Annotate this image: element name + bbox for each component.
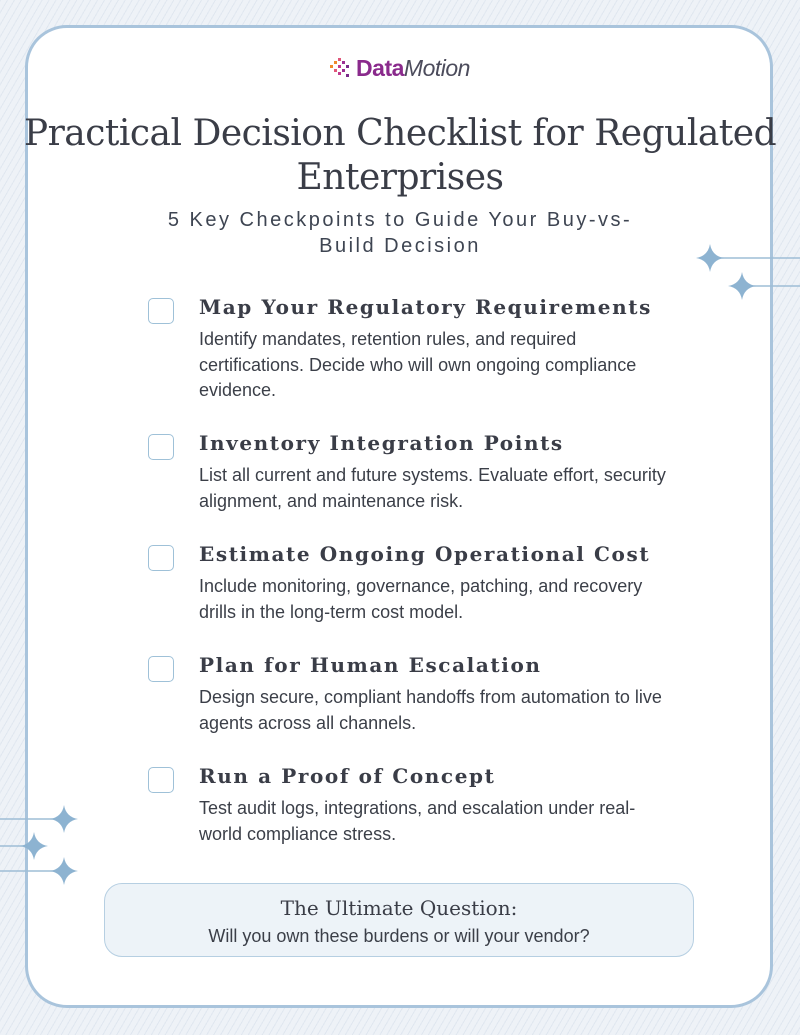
checkbox-icon[interactable]: [148, 434, 174, 460]
ultimate-question-callout: [104, 883, 694, 957]
logo-text-motion: Motion: [403, 55, 470, 81]
checklist-item-description: Identify mandates, retention rules, and required certifications. Decide who will own ongoing compliance evidence.: [199, 329, 637, 400]
page-subtitle: 5 Key Checkpoints to Guide Your Buy-vs-Build Decision: [167, 209, 633, 257]
sparkle-icon: [728, 272, 756, 300]
logo-dots-icon: [330, 58, 352, 78]
checklist-item-title: Estimate Ongoing Operational Cost: [199, 542, 651, 566]
checklist-item-description: List all current and future systems. Evaluate effort, security alignment, and maintenance risk.: [199, 465, 666, 511]
checklist-item-title: Run a Proof of Concept: [199, 764, 496, 788]
logo-text-data: Data: [356, 55, 404, 81]
checkbox-icon[interactable]: [148, 767, 174, 793]
checkbox-icon[interactable]: [148, 656, 174, 682]
datamotion-logo: [0, 55, 800, 81]
checklist-item-description: Test audit logs, integrations, and escalation under real-world compliance stress.: [199, 798, 636, 844]
sparkle-decoration-left: [0, 800, 82, 890]
callout-text: Will you own these burdens or will your vendor?: [208, 926, 590, 946]
checkbox-icon[interactable]: [148, 545, 174, 571]
sparkle-icon: [20, 832, 48, 860]
page-title: Practical Decision Checklist for Regulated Enterprises: [23, 113, 777, 198]
checklist-item-title: Map Your Regulatory Requirements: [199, 295, 652, 319]
checkbox-icon[interactable]: [148, 298, 174, 324]
sparkle-icon: [50, 857, 78, 885]
sparkle-decoration-right: [690, 238, 800, 302]
sparkle-icon: [696, 244, 724, 272]
checklist-item-description: Include monitoring, governance, patching, and recovery drills in the long-term cost model.: [199, 576, 643, 622]
callout-title: The Ultimate Question:: [280, 896, 518, 920]
checklist-item-title: Inventory Integration Points: [199, 431, 564, 455]
checklist-item-description: Design secure, compliant handoffs from automation to live agents across all channels.: [199, 687, 662, 733]
sparkle-icon: [50, 805, 78, 833]
checklist-item-title: Plan for Human Escalation: [199, 653, 542, 677]
